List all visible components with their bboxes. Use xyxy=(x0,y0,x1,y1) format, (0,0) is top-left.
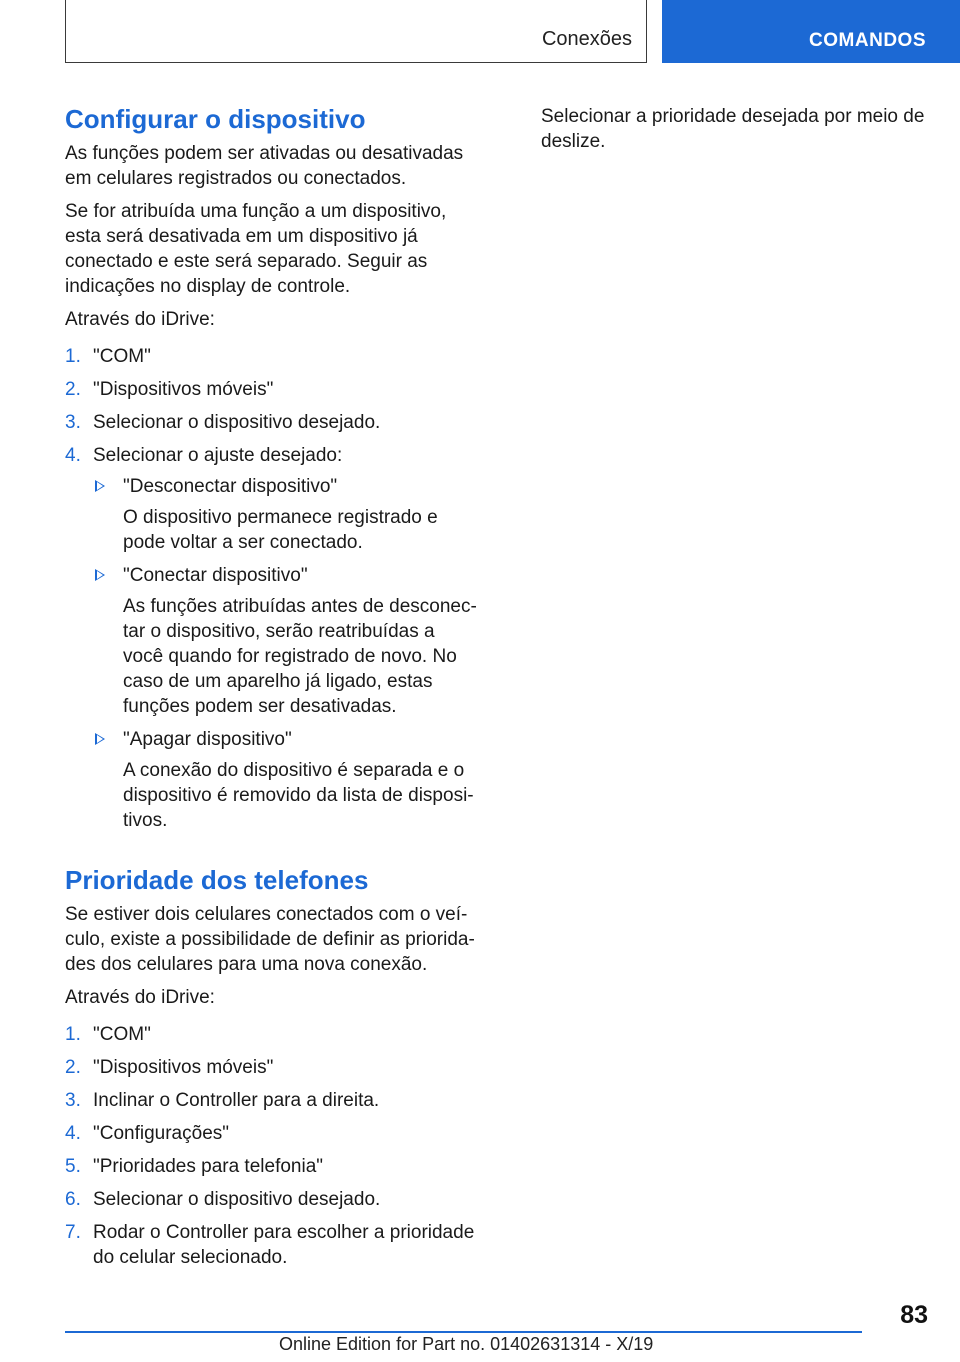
step-number: 2. xyxy=(65,379,81,400)
paragraph: Se estiver dois celulares conectados com o veículo, existe a possibilidade de definir as prioridades dos celulares para uma nova conexão. xyxy=(65,904,475,975)
triangle-bullet-icon xyxy=(95,480,105,492)
option-item xyxy=(93,563,477,719)
header-section-title: Conexões xyxy=(541,28,632,50)
step-item xyxy=(65,344,477,369)
paragraph: Se for atribuída uma função a um dispositivo, esta será desativada em um dispositivo já conectado e este será separado. Seguir as indicações no display de controle. xyxy=(65,201,447,297)
paragraph: Através do iDrive: xyxy=(65,309,215,330)
step-text: Selecionar o ajuste desejado: xyxy=(93,445,343,466)
step-number: 4. xyxy=(65,1123,81,1144)
step-number: 4. xyxy=(65,445,81,466)
option-item xyxy=(93,474,477,555)
right-column xyxy=(541,104,941,162)
option-label: "Conectar dispositivo" xyxy=(123,565,308,586)
option-description: A conexão do dispositivo é separada e o dispositivo é removido da lista de dispositivos. xyxy=(123,760,474,831)
step-text: "COM" xyxy=(93,1024,151,1045)
footer-edition: Online Edition for Part no. 01402631314 - X/19 xyxy=(279,1334,654,1354)
step-item xyxy=(65,1220,477,1270)
step-item xyxy=(65,1187,477,1212)
step-text: "COM" xyxy=(93,346,151,367)
step-number: 2. xyxy=(65,1057,81,1078)
step-item xyxy=(65,1088,477,1113)
step-item xyxy=(65,1055,477,1080)
paragraph: As funções podem ser ativadas ou desativadas em celulares registrados ou conectados. xyxy=(65,143,464,189)
step-number: 1. xyxy=(65,346,81,367)
step-text: Selecionar o dispositivo desejado. xyxy=(93,412,381,433)
steps-list xyxy=(65,344,477,833)
step-number: 7. xyxy=(65,1222,81,1243)
step-item xyxy=(65,410,477,435)
step-text: "Prioridades para telefonia" xyxy=(93,1156,324,1177)
page-number: 83 xyxy=(900,1301,928,1329)
option-label: "Desconectar dispositivo" xyxy=(123,476,338,497)
footer-divider xyxy=(65,1331,862,1333)
step-number: 5. xyxy=(65,1156,81,1177)
heading-phone-priority: Prioridade dos telefones xyxy=(65,865,369,895)
option-description: As funções atribuídas antes de desconectar o dispositivo, serão reatribuídas a você quando for registrado de novo. No caso de um aparelho já ligado, estas funções podem ser desativadas. xyxy=(123,596,477,717)
left-column xyxy=(65,103,477,1278)
step-item xyxy=(65,1121,477,1146)
step-item xyxy=(65,377,477,402)
step-text: Rodar o Controller para escolher a prioridade do celular selecionado. xyxy=(93,1222,475,1268)
header-chapter-box xyxy=(662,0,960,63)
step-item xyxy=(65,1022,477,1047)
option-description: O dispositivo permanece registrado e pode voltar a ser conectado. xyxy=(123,507,438,553)
option-list xyxy=(93,474,477,833)
step-text: "Configurações" xyxy=(93,1123,230,1144)
option-label: "Apagar dispositivo" xyxy=(123,729,292,750)
step-number: 6. xyxy=(65,1189,81,1210)
triangle-bullet-icon xyxy=(95,569,105,581)
step-number: 1. xyxy=(65,1024,81,1045)
step-text: "Dispositivos móveis" xyxy=(93,1057,274,1078)
step-item xyxy=(65,1154,477,1179)
header-section-box xyxy=(65,0,647,63)
paragraph: Selecionar a prioridade desejada por meio de deslize. xyxy=(541,106,925,152)
step-number: 3. xyxy=(65,412,81,433)
step-item xyxy=(65,443,477,833)
step-text: "Dispositivos móveis" xyxy=(93,379,274,400)
heading-configure-device: Configurar o dispositivo xyxy=(65,104,366,134)
header-chapter-title: COMANDOS xyxy=(809,30,926,51)
step-number: 3. xyxy=(65,1090,81,1111)
step-text: Selecionar o dispositivo desejado. xyxy=(93,1189,381,1210)
steps-list-priority xyxy=(65,1022,477,1270)
triangle-bullet-icon xyxy=(95,733,105,745)
option-item xyxy=(93,727,477,833)
paragraph: Através do iDrive: xyxy=(65,987,215,1008)
step-text: Inclinar o Controller para a direita. xyxy=(93,1090,380,1111)
